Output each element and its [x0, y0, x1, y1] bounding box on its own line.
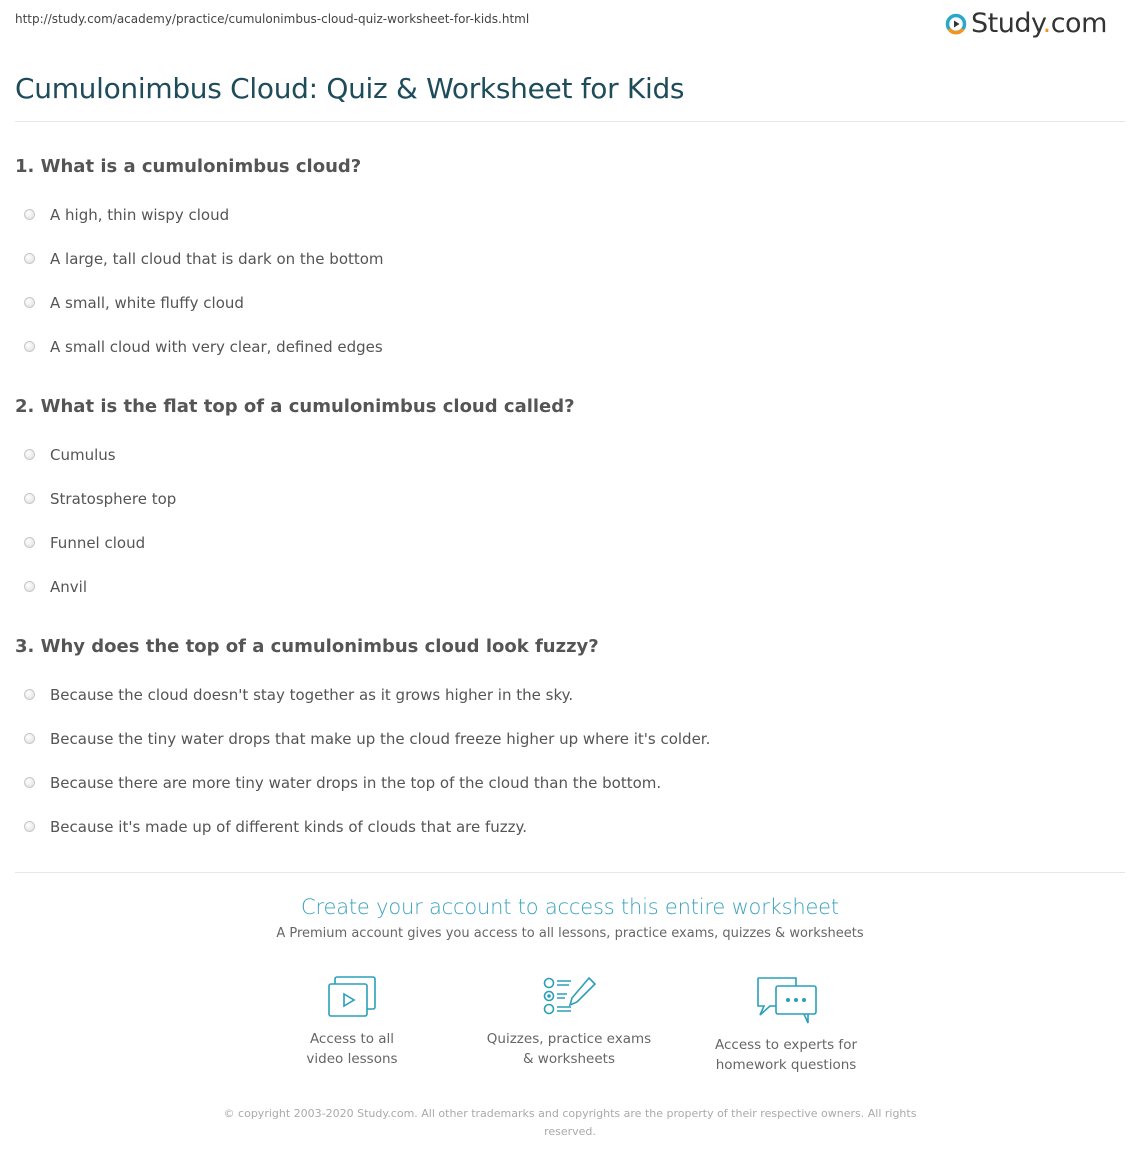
radio-button[interactable]: [24, 209, 35, 220]
feature-line: & worksheets: [522, 1051, 615, 1067]
page-title: Cumulonimbus Cloud: Quiz & Worksheet for Kids: [15, 72, 685, 105]
answer-option[interactable]: [15, 283, 384, 327]
answer-option[interactable]: [15, 675, 710, 719]
feature-line: video lessons: [306, 1051, 398, 1067]
question-text: 3. Why does the top of a cumulonimbus cloud look fuzzy?: [15, 636, 599, 657]
feature-experts: [686, 975, 886, 1075]
answer-option[interactable]: [15, 239, 384, 283]
answer-label: Funnel cloud: [50, 534, 146, 552]
radio-button[interactable]: [24, 777, 35, 788]
answer-option[interactable]: [15, 719, 710, 763]
radio-button[interactable]: [24, 297, 35, 308]
cta-subtext: A Premium account gives you access to all lessons, practice exams, quizzes & worksheets: [276, 926, 864, 941]
radio-button[interactable]: [24, 821, 35, 832]
study-logo[interactable]: [945, 8, 1107, 39]
answer-label: Because it's made up of different kinds of clouds that are fuzzy.: [50, 818, 528, 836]
answer-label: Anvil: [50, 578, 87, 596]
radio-button[interactable]: [24, 449, 35, 460]
copyright-line: © copyright 2003-2020 Study.com. All other trademarks and copyrights are the property of their respective owners. All rights: [223, 1107, 917, 1120]
answer-option[interactable]: [15, 195, 384, 239]
video-lessons-icon: [326, 975, 378, 1019]
feature-quizzes: [469, 975, 669, 1069]
expert-chat-icon: [754, 975, 818, 1025]
copyright-footer: [215, 1105, 925, 1141]
radio-button[interactable]: [24, 733, 35, 744]
answer-option[interactable]: [15, 479, 575, 523]
answer-option[interactable]: [15, 807, 710, 851]
page-url: http://study.com/academy/practice/cumulonimbus-cloud-quiz-worksheet-for-kids.html: [15, 12, 530, 26]
answer-label: A small, white fluffy cloud: [50, 294, 244, 312]
play-circle-icon: [945, 13, 967, 35]
divider: [15, 872, 1125, 873]
radio-button[interactable]: [24, 581, 35, 592]
feature-line: Access to all: [309, 1031, 395, 1047]
feature-video-lessons: [252, 975, 452, 1069]
quiz-worksheet-icon: [541, 975, 597, 1019]
radio-button[interactable]: [24, 341, 35, 352]
question-text: 2. What is the flat top of a cumulonimbus cloud called?: [15, 396, 575, 417]
feature-line: homework questions: [715, 1057, 857, 1073]
answer-option[interactable]: [15, 523, 575, 567]
answer-label: A small cloud with very clear, defined edges: [50, 338, 383, 356]
answer-label: Because there are more tiny water drops in the top of the cloud than the bottom.: [50, 774, 662, 792]
logo-text: Study: [971, 8, 1043, 39]
question-3: [15, 632, 710, 851]
answer-label: Because the tiny water drops that make up the cloud freeze higher up where it's colder.: [50, 730, 711, 748]
radio-button[interactable]: [24, 537, 35, 548]
question-2: [15, 392, 575, 611]
answer-option[interactable]: [15, 435, 575, 479]
copyright-line: reserved.: [544, 1125, 596, 1138]
cta-heading-link[interactable]: Create your account to access this entire worksheet: [301, 895, 839, 919]
divider: [15, 121, 1125, 122]
logo-tld: com: [1050, 8, 1107, 39]
answer-option[interactable]: [15, 763, 710, 807]
radio-button[interactable]: [24, 689, 35, 700]
answer-label: Cumulus: [50, 446, 116, 464]
logo-dot: .: [1042, 8, 1051, 39]
radio-button[interactable]: [24, 253, 35, 264]
question-text: 1. What is a cumulonimbus cloud?: [15, 156, 362, 177]
answer-label: Because the cloud doesn't stay together as it grows higher in the sky.: [50, 686, 574, 704]
radio-button[interactable]: [24, 493, 35, 504]
feature-line: Quizzes, practice exams: [486, 1031, 652, 1047]
answer-label: A large, tall cloud that is dark on the bottom: [50, 250, 384, 268]
answer-label: A high, thin wispy cloud: [50, 206, 230, 224]
feature-line: Access to experts for: [714, 1037, 857, 1053]
answer-option[interactable]: [15, 567, 575, 611]
answer-option[interactable]: [15, 327, 384, 371]
question-1: [15, 152, 384, 371]
answer-label: Stratosphere top: [50, 490, 177, 508]
